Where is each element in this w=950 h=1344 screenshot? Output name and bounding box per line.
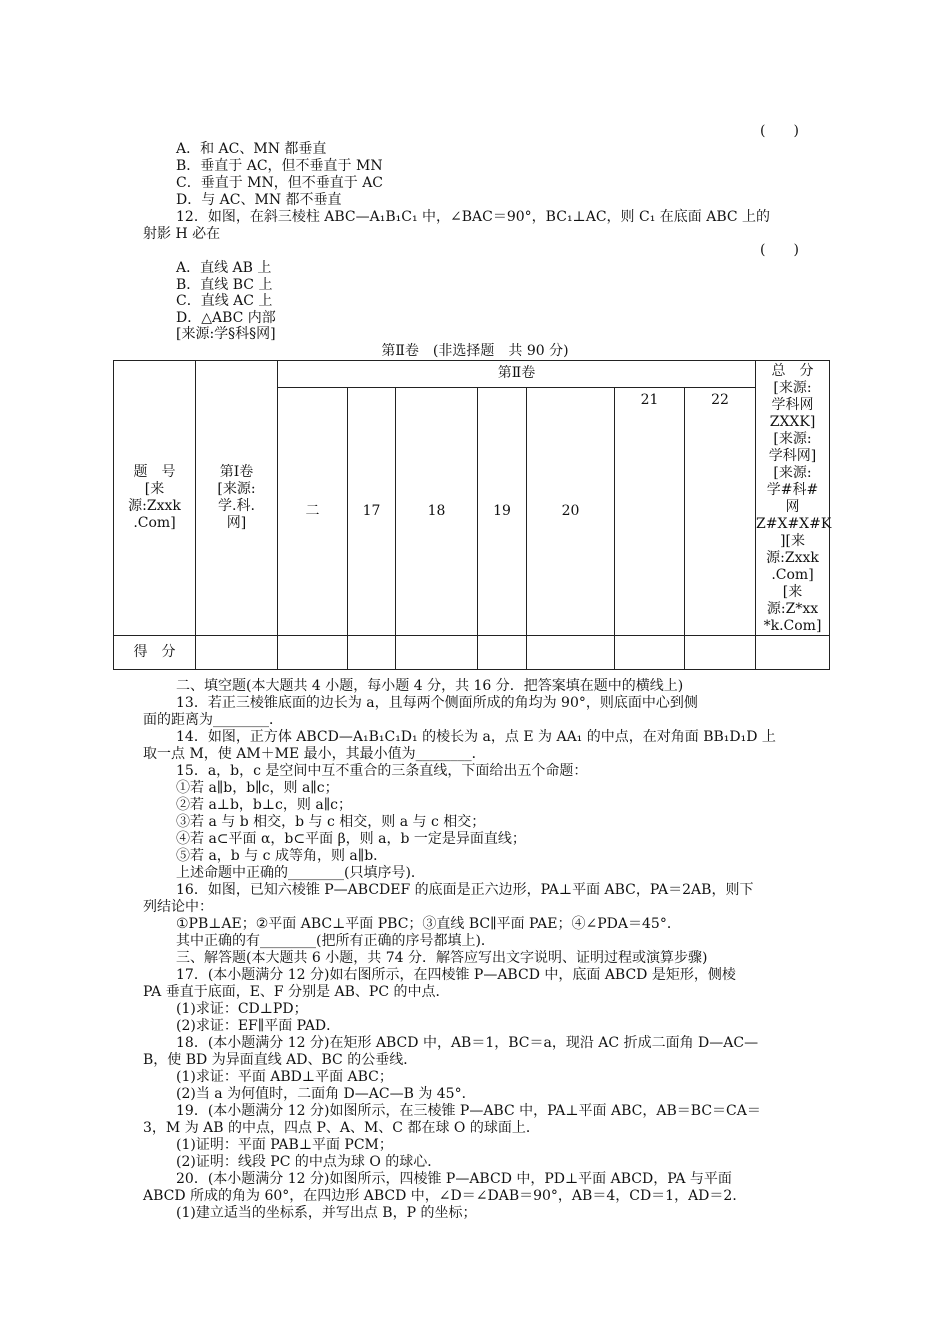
question-19-cont: 3，M 为 AB 的中点，四点 P、A、M、C 都在球 O 的球面上． bbox=[143, 1120, 540, 1136]
section-heading: 三、解答题(本大题共 6 小题，共 74 分．解答应写出文字说明、证明过程或演算步骤) bbox=[176, 950, 708, 966]
option-c: C．直线 AC 上 bbox=[176, 293, 273, 309]
question-15-ask: 上述命题中正确的________(只填序号)． bbox=[176, 865, 425, 881]
question-18: 18．(本小题满分 12 分)在矩形 ABCD 中，AB＝1，BC＝a，现沿 AC 折成二面角 D—AC— bbox=[176, 1035, 759, 1051]
question-18-cont: B，使 BD 为异面直线 AD、BC 的公垂线． bbox=[143, 1052, 418, 1068]
col-header: 19 bbox=[478, 387, 527, 635]
score-table bbox=[113, 360, 830, 670]
question-18-part1: (1)求证：平面 ABD⊥平面 ABC； bbox=[176, 1069, 393, 1085]
question-16-ask: 其中正确的有________(把所有正确的序号都填上)． bbox=[176, 933, 495, 949]
row-score-label: 得 分 bbox=[114, 636, 196, 670]
question-14: 14．如图，正方体 ABCD—A₁B₁C₁D₁ 的棱长为 a，点 E 为 AA₁ 的中点，在对角面 BB₁D₁D 上 bbox=[176, 729, 776, 745]
option-b: B．直线 BC 上 bbox=[176, 277, 273, 293]
score-cell[interactable] bbox=[348, 636, 396, 670]
question-18-part2: (2)当 a 为何值时，二面角 D—AC—B 为 45°． bbox=[176, 1086, 476, 1102]
question-16-options: ①PB⊥AE；②平面 ABC⊥平面 PBC；③直线 BC∥平面 PAE；④∠PDA＝45°． bbox=[176, 916, 681, 932]
answer-paren: ( ) bbox=[760, 123, 799, 139]
score-cell[interactable] bbox=[396, 636, 478, 670]
question-16-cont: 列结论中： bbox=[143, 899, 213, 915]
score-cell[interactable] bbox=[756, 636, 830, 670]
header-part-two: 第Ⅱ卷 bbox=[278, 361, 756, 388]
score-cell[interactable] bbox=[527, 636, 615, 670]
score-cell[interactable] bbox=[478, 636, 527, 670]
question-20-part1: (1)建立适当的坐标系，并写出点 B，P 的坐标； bbox=[176, 1205, 477, 1221]
question-13-cont: 面的距离为________． bbox=[143, 712, 283, 728]
score-cell[interactable] bbox=[615, 636, 685, 670]
proposition-3: ③若 a 与 b 相交，b 与 c 相交，则 a 与 c 相交； bbox=[176, 814, 486, 830]
option-a: A．直线 AB 上 bbox=[176, 260, 272, 276]
section-title: 第Ⅱ卷 (非选择题 共 90 分) bbox=[381, 343, 569, 359]
question-17: 17．(本小题满分 12 分)如右图所示，在四棱锥 P—ABCD 中，底面 ABCD 是矩形，侧棱 bbox=[176, 967, 736, 983]
col-header: 二 bbox=[278, 387, 348, 635]
proposition-5: ⑤若 a，b 与 c 成等角，则 a∥b． bbox=[176, 848, 388, 864]
col-header: 17 bbox=[348, 387, 396, 635]
score-cell[interactable] bbox=[685, 636, 756, 670]
header-total: 总 分 [来源: 学科网 ZXXK] [来源: 学科网] [来源: 学#科# 网 Z#X#X#K ][来 源:Zxxk .Com] [来 源:Z*xx *k.Com] bbox=[756, 361, 830, 636]
source-note: [来源:学§科§网] bbox=[176, 326, 276, 342]
option-c: C．垂直于 MN，但不垂直于 AC bbox=[176, 175, 384, 191]
question-14-cont: 取一点 M，使 AM＋ME 最小，其最小值为________． bbox=[143, 746, 486, 762]
question-20: 20．(本小题满分 12 分)如图所示，四棱锥 P—ABCD 中，PD⊥平面 ABCD，PA 与平面 bbox=[176, 1171, 732, 1187]
section-heading: 二、填空题(本大题共 4 小题，每小题 4 分，共 16 分．把答案填在题中的横线上) bbox=[176, 678, 684, 694]
option-a: A．和 AC、MN 都垂直 bbox=[176, 141, 327, 157]
col-header: 20 bbox=[527, 387, 615, 635]
score-cell[interactable] bbox=[196, 636, 278, 670]
col-header: 21 bbox=[615, 387, 685, 635]
header-question-number: 题 号 [来 源:Zxxk .Com] bbox=[114, 361, 196, 636]
question-19-part2: (2)证明：线段 PC 的中点为球 O 的球心． bbox=[176, 1154, 442, 1170]
question-17-part2: (2)求证：EF∥平面 PAD． bbox=[176, 1018, 341, 1034]
col-header: 22 bbox=[685, 387, 756, 635]
proposition-2: ②若 a⊥b，b⊥c，则 a∥c； bbox=[176, 797, 352, 813]
question-20-cont: ABCD 所成的角为 60°，在四边形 ABCD 中，∠D＝∠DAB＝90°，AB＝4，CD＝1，AD＝2． bbox=[143, 1188, 747, 1204]
question-12: 12．如图，在斜三棱柱 ABC—A₁B₁C₁ 中，∠BAC＝90°，BC₁⊥AC，则 C₁ 在底面 ABC 上的 bbox=[176, 209, 771, 225]
option-b: B．垂直于 AC，但不垂直于 MN bbox=[176, 158, 383, 174]
col-header: 18 bbox=[396, 387, 478, 635]
question-16: 16．如图，已知六棱锥 P—ABCDEF 的底面是正六边形，PA⊥平面 ABC，PA＝2AB，则下 bbox=[176, 882, 754, 898]
header-part-one: 第Ⅰ卷 [来源: 学.科. 网] bbox=[196, 361, 278, 636]
question-19: 19．(本小题满分 12 分)如图所示，在三棱锥 P—ABC 中，PA⊥平面 ABC，AB＝BC＝CA＝ bbox=[176, 1103, 761, 1119]
question-17-cont: PA 垂直于底面，E、F 分别是 AB、PC 的中点． bbox=[143, 984, 450, 1000]
score-cell[interactable] bbox=[278, 636, 348, 670]
answer-paren: ( ) bbox=[760, 242, 799, 258]
question-19-part1: (1)证明：平面 PAB⊥平面 PCM； bbox=[176, 1137, 393, 1153]
question-13: 13．若正三棱锥底面的边长为 a，且每两个侧面所成的角均为 90°，则底面中心到侧 bbox=[176, 695, 698, 711]
option-d: D．与 AC、MN 都不垂直 bbox=[176, 192, 342, 208]
proposition-4: ④若 a⊂平面 α，b⊂平面 β，则 a，b 一定是异面直线； bbox=[176, 831, 526, 847]
option-d: D．△ABC 内部 bbox=[176, 310, 276, 326]
question-17-part1: (1)求证：CD⊥PD； bbox=[176, 1001, 308, 1017]
question-15: 15．a，b，c 是空间中互不重合的三条直线，下面给出五个命题： bbox=[176, 763, 588, 779]
question-12-cont: 射影 H 必在 bbox=[143, 226, 221, 242]
proposition-1: ①若 a∥b，b∥c，则 a∥c； bbox=[176, 780, 339, 796]
